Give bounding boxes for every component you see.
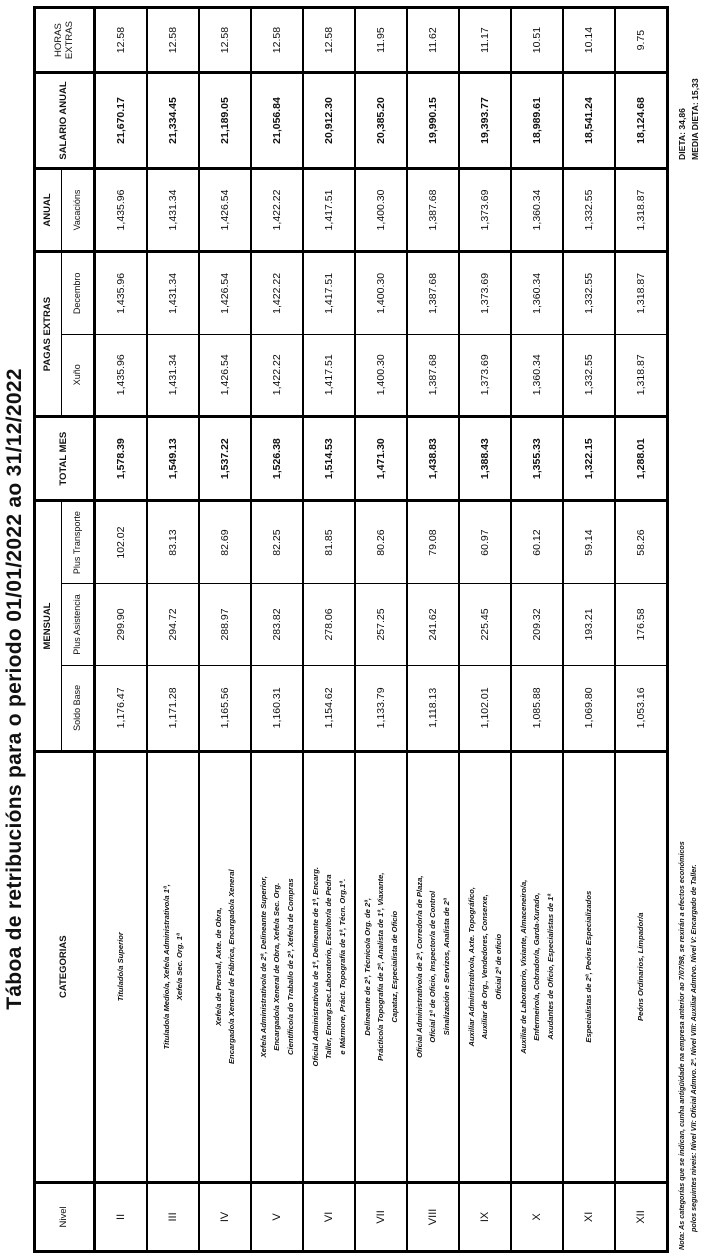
col-header-xuno: Xuño [62,334,95,416]
cell-nivel: IV [199,1182,251,1251]
cell-total-mes: 1,471.30 [355,416,407,500]
media-dieta-value: MEDIA DIETA: 15,33 [690,78,701,160]
cell-decembro: 1,426.54 [199,252,251,334]
cell-plus-transporte: 60.97 [459,501,511,583]
cell-soldo-base: 1,176.47 [95,666,148,751]
salary-table [33,6,669,1253]
cell-decembro: 1,387.68 [407,252,459,334]
cell-nivel: XI [563,1182,615,1251]
cell-total-mes: 1,355.33 [511,416,563,500]
cell-plus-asistencia: 225.45 [459,583,511,665]
cell-decembro: 1,360.34 [511,252,563,334]
col-header-plus-asistencia: Plus Asistencia [62,583,95,665]
cell-categorias: Auxiliar de Laboratorio, Vixiante, Almaceneiro/a, Enfermeiro/a, Cobrador/a, Garda-Xurado, Axudantes de Oficio, Especialistas de 1ª [511,751,563,1182]
cell-soldo-base: 1,133.79 [355,666,407,751]
cell-xuno: 1,400.30 [355,334,407,416]
cell-xuno: 1,360.34 [511,334,563,416]
cell-plus-asistencia: 241.62 [407,583,459,665]
cell-horas-extras: 12.58 [199,8,251,73]
table-row [95,8,148,1252]
cell-salario-anual: 20,912.30 [303,73,355,169]
dieta-summary [676,78,703,160]
cell-plus-asistencia: 257.25 [355,583,407,665]
table-row [251,8,303,1252]
col-header-total-mes: TOTAL MES [35,416,95,500]
col-header-decembro: Decembro [62,252,95,334]
cell-total-mes: 1,288.01 [615,416,668,500]
table-row [147,8,199,1252]
dieta-value: DIETA: 34,86 [677,108,687,160]
cell-soldo-base: 1,154.62 [303,666,355,751]
cell-soldo-base: 1,171.28 [147,666,199,751]
cell-horas-extras: 12.58 [95,8,148,73]
cell-salario-anual: 20,385.20 [355,73,407,169]
cell-vacacions: 1,435.96 [95,168,148,251]
cell-plus-transporte: 79.08 [407,501,459,583]
table-row [459,8,511,1252]
cell-soldo-base: 1,069.80 [563,666,615,751]
cell-xuno: 1,387.68 [407,334,459,416]
table-row [303,8,355,1252]
cell-xuno: 1,435.96 [95,334,148,416]
cell-soldo-base: 1,102.01 [459,666,511,751]
cell-plus-asistencia: 283.82 [251,583,303,665]
cell-salario-anual: 18,989.61 [511,73,563,169]
cell-xuno: 1,373.69 [459,334,511,416]
cell-categorias: Peóns Ordinarios, Limpador/a [615,751,668,1182]
cell-xuno: 1,417.51 [303,334,355,416]
cell-xuno: 1,332.55 [563,334,615,416]
cell-categorias: Xefe/a Administrativo/a de 2ª, Delineante Superior, Encargado/a Xeneral de Obra, Xefe/a Sec. Org. Científico/a do Traballo de 2ª, Xefe/a de Compras [251,751,303,1182]
cell-vacacions: 1,318.87 [615,168,668,251]
cell-salario-anual: 21,670.17 [95,73,148,169]
col-header-soldo-base: Soldo Base [62,666,95,751]
col-header-salario-anual: SALARIO ANUAL [35,73,95,169]
cell-categorias: Oficial Administrativo/a de 2ª, Corredor/a de Plaza, Oficial 1ª de Oficio, Inspector/a de Control Sinalización e Servizos, Analista de 2ª [407,751,459,1182]
cell-decembro: 1,332.55 [563,252,615,334]
col-header-nivel: Nivel [35,1182,95,1251]
cell-salario-anual: 21,334.45 [147,73,199,169]
cell-decembro: 1,417.51 [303,252,355,334]
cell-xuno: 1,422.22 [251,334,303,416]
cell-categorias: Xefe/a de Persoal, Axte. de Obra, Encargado/a Xeneral de Fábrica, Encargado/a Xeneral [199,751,251,1182]
cell-salario-anual: 18,541.24 [563,73,615,169]
col-group-pagas-extras: PAGAS EXTRAS [35,252,62,417]
cell-soldo-base: 1,053.16 [615,666,668,751]
col-group-anual: ANUAL [35,168,62,251]
cell-soldo-base: 1,085.88 [511,666,563,751]
cell-horas-extras: 12.58 [251,8,303,73]
cell-soldo-base: 1,165.56 [199,666,251,751]
cell-vacacions: 1,400.30 [355,168,407,251]
cell-categorias: Especialistas de 2ª, Peóns Especializados [563,751,615,1182]
col-group-mensual: MENSUAL [35,501,62,751]
page-title: Táboa de retribucións para o periodo 01/01/2022 ao 31/12/2022 [3,368,26,1010]
cell-decembro: 1,422.22 [251,252,303,334]
cell-total-mes: 1,578.39 [95,416,148,500]
table-row [511,8,563,1252]
cell-vacacions: 1,417.51 [303,168,355,251]
cell-nivel: XII [615,1182,668,1251]
cell-nivel: VII [355,1182,407,1251]
footnote-line2: polos seguintes niveis: Nivel VII: Oficial Admvo. 2ª. Nivel VIII: Auxiliar Admtvo. Nivel V: Encargado de Taller. [688,864,698,1232]
cell-total-mes: 1,526.38 [251,416,303,500]
cell-nivel: VIII [407,1182,459,1251]
cell-salario-anual: 19,990.15 [407,73,459,169]
cell-nivel: X [511,1182,563,1251]
cell-xuno: 1,426.54 [199,334,251,416]
cell-decembro: 1,435.96 [95,252,148,334]
cell-plus-transporte: 83.13 [147,501,199,583]
cell-nivel: II [95,1182,148,1251]
table-row [355,8,407,1252]
cell-nivel: III [147,1182,199,1251]
cell-vacacions: 1,431.34 [147,168,199,251]
table-row [199,8,251,1252]
cell-plus-transporte: 59.14 [563,501,615,583]
col-header-plus-transporte: Plus Transporte [62,501,95,583]
cell-total-mes: 1,549.13 [147,416,199,500]
cell-soldo-base: 1,160.31 [251,666,303,751]
cell-salario-anual: 21,056.84 [251,73,303,169]
cell-plus-asistencia: 278.06 [303,583,355,665]
cell-categorias: Titulado/a Superior [95,751,148,1182]
cell-vacacions: 1,332.55 [563,168,615,251]
cell-total-mes: 1,388.43 [459,416,511,500]
cell-plus-asistencia: 176.58 [615,583,668,665]
cell-categorias: Oficial Administrativo/a de 1ª, Delineante de 1ª, Encarg. Taller, Encarg.Sec.Laboratorio, Escultor/a de Pedra e Mármore, Práct. Topografía de 1ª, Técn. Org.1ª. [303,751,355,1182]
cell-plus-asistencia: 209.32 [511,583,563,665]
table-row [615,8,668,1252]
cell-plus-transporte: 82.25 [251,501,303,583]
cell-total-mes: 1,514.53 [303,416,355,500]
cell-plus-asistencia: 193.21 [563,583,615,665]
cell-categorias: Delineante de 2ª, Técnico/a Org. de 2ª, Práctico/a Topografía de 2ª, Analista de 1ª, Viaxante, Capataz, Especialista de Oficio [355,751,407,1182]
cell-vacacions: 1,426.54 [199,168,251,251]
col-header-vacacions: Vacacións [62,168,95,251]
cell-horas-extras: 11.95 [355,8,407,73]
cell-nivel: V [251,1182,303,1251]
cell-plus-transporte: 81.85 [303,501,355,583]
cell-horas-extras: 11.62 [407,8,459,73]
cell-total-mes: 1,438.83 [407,416,459,500]
cell-salario-anual: 21,189.05 [199,73,251,169]
cell-horas-extras: 11.17 [459,8,511,73]
cell-decembro: 1,373.69 [459,252,511,334]
cell-categorias: Titulado/a Medio/a, Xefe/a Administrativo/a 1ª, Xefe/a Sec. Org. 1ª [147,751,199,1182]
cell-nivel: IX [459,1182,511,1251]
cell-vacacions: 1,373.69 [459,168,511,251]
cell-vacacions: 1,422.22 [251,168,303,251]
col-header-horas-extras: HORAS EXTRAS [35,8,95,73]
cell-salario-anual: 18,124.68 [615,73,668,169]
table-row [563,8,615,1252]
cell-plus-asistencia: 288.97 [199,583,251,665]
cell-horas-extras: 12.58 [147,8,199,73]
cell-total-mes: 1,322.15 [563,416,615,500]
cell-decembro: 1,400.30 [355,252,407,334]
cell-plus-transporte: 82.69 [199,501,251,583]
cell-horas-extras: 10.14 [563,8,615,73]
cell-plus-transporte: 80.26 [355,501,407,583]
cell-horas-extras: 12.58 [303,8,355,73]
cell-categorias: Auxiliar Administrativo/a, Axte. Topográfico, Auxiliar de Org., Vendedores, Conserxe, Oficial 2ª de oficio [459,751,511,1182]
cell-horas-extras: 10.51 [511,8,563,73]
cell-salario-anual: 19,393.77 [459,73,511,169]
cell-horas-extras: 9.75 [615,8,668,73]
cell-decembro: 1,318.87 [615,252,668,334]
cell-total-mes: 1,537.22 [199,416,251,500]
cell-plus-asistencia: 294.72 [147,583,199,665]
cell-plus-transporte: 102.02 [95,501,148,583]
cell-plus-transporte: 58.26 [615,501,668,583]
footnote [676,841,699,1250]
cell-vacacions: 1,360.34 [511,168,563,251]
cell-soldo-base: 1,118.13 [407,666,459,751]
cell-xuno: 1,318.87 [615,334,668,416]
col-header-categorias: CATEGORIAS [35,751,95,1182]
cell-vacacions: 1,387.68 [407,168,459,251]
cell-nivel: VI [303,1182,355,1251]
cell-plus-asistencia: 299.90 [95,583,148,665]
table-row [407,8,459,1252]
cell-plus-transporte: 60.12 [511,501,563,583]
footnote-line1: Nota: As categorías que se indican, cunha antigüidade na empresa anterior ao 7/07/98, se rexirán a efectos económicos [677,841,686,1250]
cell-xuno: 1,431.34 [147,334,199,416]
cell-decembro: 1,431.34 [147,252,199,334]
